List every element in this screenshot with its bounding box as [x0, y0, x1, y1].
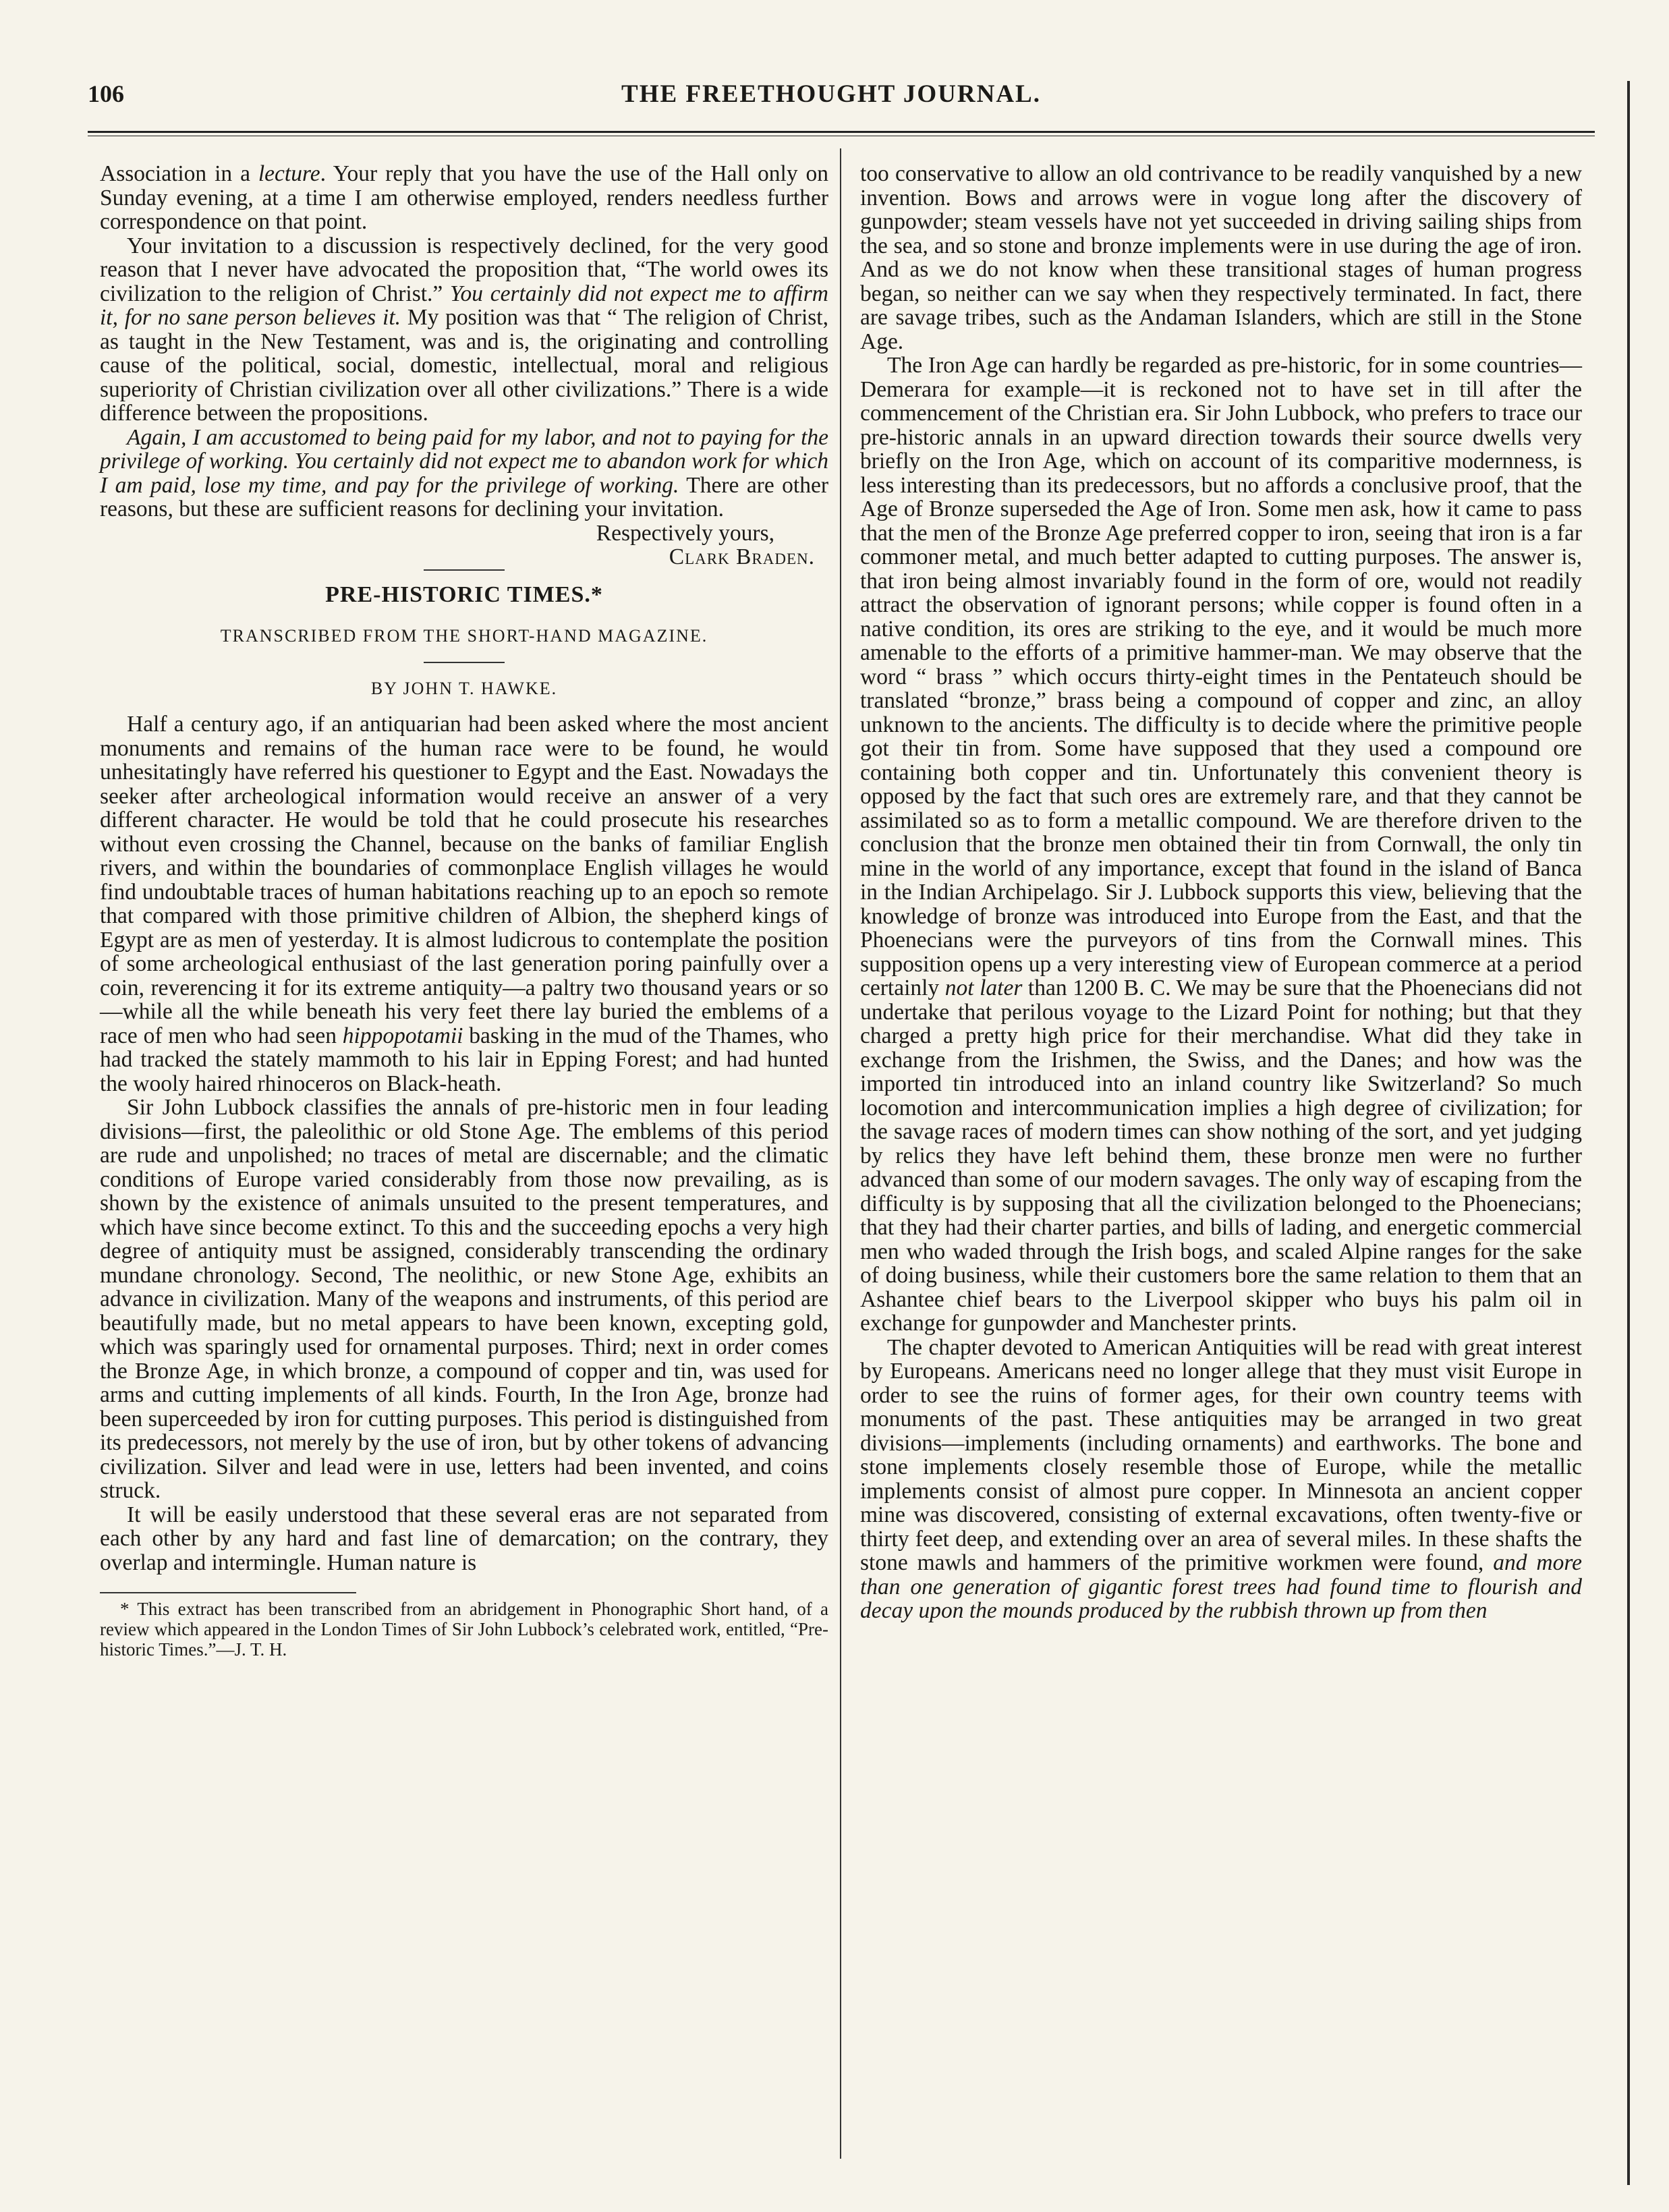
- article-continued-paragraph-3: The chapter devoted to American Antiquities will be read with great interest by Europeans. Americans need no longer allege that they must visit Europe in order to see the ruins of former ages, for their own country teems with monuments of the past. These antiquities may be arranged in two great divisions—implements (including ornaments) and earthworks. The bone and stone implements closely resemble those of Europe, while the metallic implements consist of almost pure copper. In Minnesota an ancient copper mine was discovered, consisting of external excavations, often twenty-five or thirty feet deep, and extending over an area of several miles. In these shafts the stone mawls and hammers of the primitive workmen were found, and more than one generation of gigantic forest trees had found time to flourish and decay upon the mounds produced by the rubbish thrown up from then: [860, 1334, 1582, 1623]
- article-continued-paragraph-1: too conservative to allow an old contrivance to be readily vanquished by a new invention. Bows and arrows were in vogue long after the discovery of gunpowder; steam vessels have not yet succeeded in driving sailing ships from the sea, and so stone and bronze implements were in use during the age of iron. And as we do not know when these transitional stages of human progress began, so neither can we say when they respectively terminated. In fact, there are savage tribes, such as the Andaman Islanders, which are still in the Stone Age.: [860, 161, 1582, 354]
- letter-paragraph-1: Association in a lecture. Your reply that you have the use of the Hall only on Sunday evening, at a time I am otherwise employed, renders needless further correspondence on that point.: [100, 161, 829, 234]
- left-column: [100, 162, 828, 1660]
- article-subtitle: TRANSCRIBED FROM THE SHORT-HAND MAGAZINE.: [220, 626, 708, 646]
- page-edge-rule: [1627, 81, 1630, 2185]
- footnote: [100, 1599, 828, 1660]
- page-number: 106: [88, 80, 124, 107]
- letter-closing: Respectively yours,: [596, 520, 774, 546]
- header-rule: [88, 131, 1595, 136]
- section-rule: [424, 569, 505, 571]
- article-byline: BY JOHN T. HAWKE.: [370, 678, 558, 698]
- running-head: [88, 80, 1575, 120]
- byline-rule: [424, 662, 505, 663]
- article-paragraph-2: Sir John Lubbock classifies the annals of pre-historic men in four leading divisions—first, the paleolithic or old Stone Age. The emblems of this period are rude and unpolished; no traces of metal are discernable; and the climatic conditions of Europe varied considerably from those now prevailing, as is shown by the existence of animals unsuited to the present temperatures, and which have since become extinct. To this and the succeeding epochs a very high degree of antiquity must be assigned, considerably transcending the ordinary mundane chronology. Second, The neolithic, or new Stone Age, exhibits an advance in civilization. Many of the weapons and instruments, of this period are beautifully made, but no metal appears to have been known, excepting gold, which was sparingly used for ornamental purposes. Third; next in order comes the Bronze Age, in which bronze, a compound of copper and tin, was used for arms and cutting implements of all kinds. Fourth, In the Iron Age, bronze had been superceeded by iron for cutting purposes. This period is distinguished from its predecessors, not merely by the use of iron, but by other tokens of advancing civilization. Silver and lead were in use, letters had been invented, and coins struck.: [100, 1095, 828, 1503]
- letter-signature: Clark Braden.: [669, 544, 815, 569]
- letter-paragraph-2: Your invitation to a discussion is respectively declined, for the very good reason that I never have advocated the proposition that, “The world owes its civilization to the religion of Christ.” You certainly did not expect me to affirm it, for no sane person believes it. My position was that “ The religion of Christ, as taught in the New Testament, was and is, the originating and controlling cause of the political, social, domestic, intellectual, moral and religious superiority of Christian civilization over all other civilizations.” There is a wide difference between the propositions.: [100, 233, 828, 426]
- journal-title: THE FREETHOUGHT JOURNAL.: [621, 80, 1041, 108]
- article-continued-paragraph-2: The Iron Age can hardly be regarded as pre-historic, for in some countries—Demerara for example—it is reckoned not to have set in till after the commencement of the Christian era. Sir John Lubbock, who prefers to trace our pre-historic annals in an upward direction towards their source dwells very briefly on the Iron Age, which on account of its comparitive modernness, is less interesting than its predecessors, but no affords a conclusive proof, that the Age of Bronze superseded the Age of Iron. Some men ask, how it came to pass that the men of the Bronze Age preferred copper to iron, seeing that iron is a far commoner metal, and much better adapted to cutting purposes. The answer is, that iron being almost invariably found in the form of ore, would not readily attract the observation of ignorant persons; while copper is found often in a native condition, its ores are striking to the eye, and it would be much more amenable to the efforts of a primitive hammer-man. We may observe that the word “ brass ” which occurs thirty-eight times in the Pentateuch should be translated “bronze,” brass being a compound of copper and zinc, an alloy unknown to the ancients. The difficulty is to decide where the primitive people got their tin from. Some have supposed that they used a compound ore containing both copper and tin. Unfortunately this convenient theory is opposed by the fact that such ores are extremely rare, and that they cannot be assimilated so as to form a metallic compound. We are therefore driven to the conclusion that the bronze men obtained their tin from Cornwall, the only tin mine in the world of any importance, except that found in the island of Banca in the Indian Archipelago. Sir J. Lubbock supports this view, believing that the knowledge of bronze was introduced into Europe from the East, and that the Phoenecians were the purveyors of tins from the Cornwall mines. This supposition opens up a very interesting view of European commerce at a period certainly not later than 1200 B. C. We may be sure that the Phoenecians did not undertake that perilous voyage to the Lizard Point for nothing; but that they charged a pretty high price for their merchandise. What did they take in exchange from the Irishmen, the Swiss, and the Danes; and how was the imported tin introduced into an inland country like Switzerland? So much locomotion and intercommunication implies a high degree of civilization; for the savage races of modern times can show nothing of the sort, and yet judging by relics they have left behind them, these bronze men were no further advanced than some of our modern savages. The only way of escaping from the difficulty is by supposing that all the civilization belonged to the Phoenecians; that they had their charter parties, and bills of lading, and energetic commercial men who waded through the Irish bogs, and scaled Alpine ranges for the sake of doing business, while their customers bore the same relation to them that an Ashantee chief bears to the Liverpool skipper who buys his palm oil in exchange for gunpowder and Manchester prints.: [860, 353, 1583, 1336]
- article-paragraph-3: It will be easily understood that these several eras are not separated from each other by any hard and fast line of demarcation; on the contrary, they overlap and intermingle. Human nature is: [100, 1502, 828, 1575]
- article-paragraph-1: Half a century ago, if an antiquarian had been asked where the most ancient monuments and remains of the human race were to be found, he would unhesitatingly have referred his questioner to Egypt and the East. Nowadays the seeker after archeological information would receive an answer of a very different character. He would be told that he could prosecute his researches without even crossing the Channel, because on the banks of familiar English rivers, and within the boundaries of commonplace English villages he would find undoubtable traces of human habitations reaching up to an epoch so remote that compared with those primitive children of Albion, the shepherd kings of Egypt are as men of yesterday. It is almost ludicrous to contemplate the position of some archeological enthusiast of the last generation poring painfully over a coin, reverencing it for its extreme antiquity—a paltry two thousand years or so—while all the while beneath his very feet there lay buried the emblems of a race of men who had seen hippopotamii basking in the mud of the Thames, who had tracked the stately mammoth to his lair in Epping Forest; and had hunted the wooly haired rhinoceros on Black-heath.: [100, 712, 828, 1096]
- right-column: [860, 162, 1582, 1623]
- article-title: PRE-HISTORIC TIMES.*: [325, 582, 603, 607]
- column-divider: [840, 148, 841, 2159]
- letter-paragraph-3: Again, I am accustomed to being paid for my labor, and not to paying for the privilege of working. You certainly did not expect me to abandon work for which I am paid, lose my time, and pay for the privilege of working. There are other reasons, but these are sufficient reasons for declining your invitation.: [100, 424, 828, 521]
- footnote-text: * This extract has been transcribed from an abridgement in Phonographic Short hand, of a review which appeared in the London Times of Sir John Lubbock’s celebrated work, entitled, “Pre-historic Times.”—J. T. H.: [100, 1599, 828, 1660]
- footnote-rule: [100, 1592, 356, 1593]
